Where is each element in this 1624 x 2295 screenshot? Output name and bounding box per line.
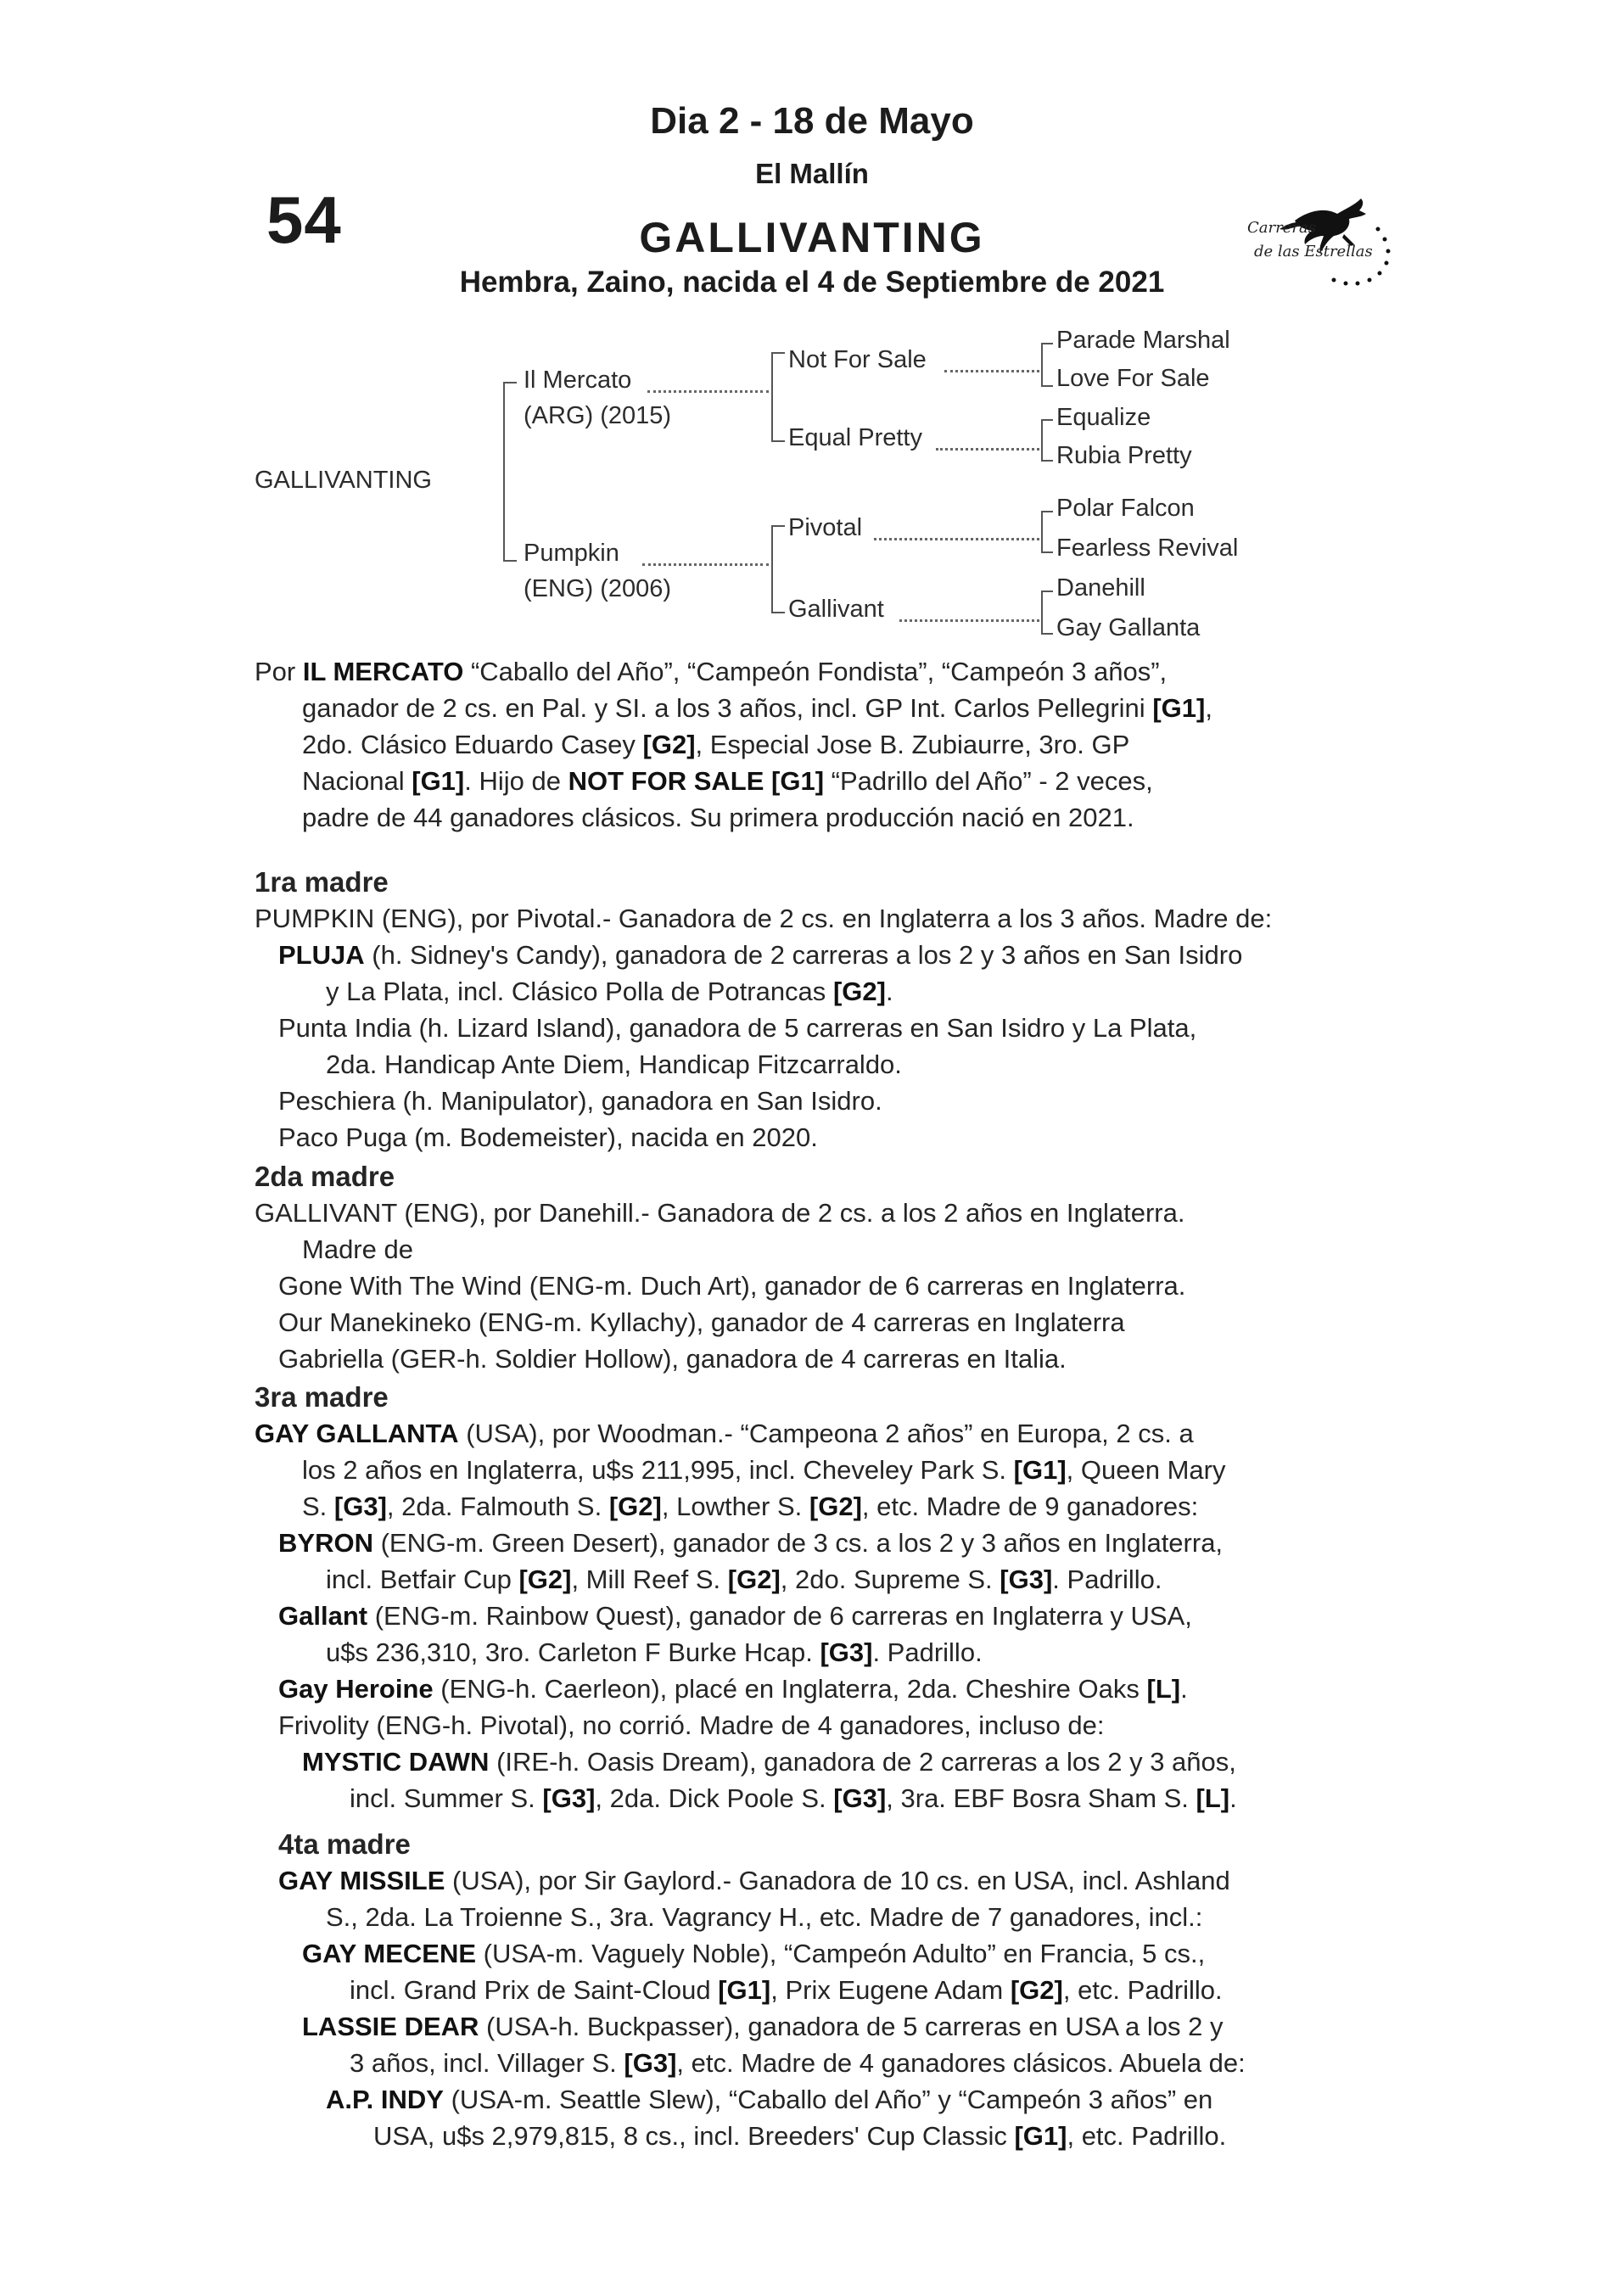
pedigree-gen3-1: Parade Marshal bbox=[1056, 327, 1230, 354]
sale-day: Dia 2 - 18 de Mayo bbox=[650, 100, 974, 142]
horse-description: Hembra, Zaino, nacida el 4 de Septiembre de 2021 bbox=[459, 266, 1165, 299]
produce-pluja: PLUJA (h. Sidney's Candy), ganadora de 2 carreras a los 2 y 3 años en San Isidro bbox=[278, 940, 1243, 970]
bracket-gen3 bbox=[1041, 591, 1053, 635]
sire-line-2: ganador de 2 cs. en Pal. y SI. a los 3 años, incl. GP Int. Carlos Pellegrini [G1], bbox=[302, 693, 1212, 723]
second-dam-heading: 2da madre bbox=[255, 1161, 395, 1192]
produce-byron: BYRON (ENG-m. Green Desert), ganador de 3 cs. a los 2 y 3 años en Inglaterra, bbox=[278, 1528, 1224, 1558]
leader-dots bbox=[874, 538, 1039, 540]
produce-mystic-dawn-2: incl. Summer S. [G3], 2da. Dick Poole S. [G3], 3ra. EBF Bosra Sham S. [L]. bbox=[350, 1783, 1237, 1813]
leader-dots bbox=[642, 563, 769, 566]
pedigree-gen3-2: Love For Sale bbox=[1056, 365, 1210, 392]
third-dam-line-2: los 2 años en Inglaterra, u$s 211,995, incl. Cheveley Park S. [G1], Queen Mary bbox=[302, 1455, 1226, 1485]
produce-lassie-dear-2: 3 años, incl. Villager S. [G3], etc. Madre de 4 ganadores clásicos. Abuela de: bbox=[350, 2048, 1246, 2078]
leader-dots bbox=[647, 390, 769, 393]
pedigree-gen3-3: Equalize bbox=[1056, 404, 1151, 431]
sire-name: IL MERCATO bbox=[302, 657, 464, 686]
leader-dots bbox=[944, 370, 1039, 372]
produce-gone-with-the-wind: Gone With The Wind (ENG-m. Duch Art), ganador de 6 carreras en Inglaterra. bbox=[278, 1271, 1186, 1301]
pedigree-gen3-6: Fearless Revival bbox=[1056, 535, 1239, 562]
pedigree-dam: Pumpkin bbox=[524, 540, 619, 567]
bracket-gen2-dam bbox=[771, 525, 785, 613]
pedigree-dam-dam: Gallivant bbox=[788, 596, 884, 623]
second-dam-intro-2: Madre de bbox=[302, 1234, 413, 1264]
bracket-gen1 bbox=[503, 382, 517, 562]
produce-our-manekineko: Our Manekineko (ENG-m. Kyllachy), ganador de 4 carreras en Inglaterra bbox=[278, 1307, 1125, 1337]
produce-gay-heroine: Gay Heroine (ENG-h. Caerleon), placé en Inglaterra, 2da. Cheshire Oaks [L]. bbox=[278, 1674, 1188, 1704]
consignor-name: El Mallín bbox=[755, 158, 869, 189]
third-dam-line-3: S. [G3], 2da. Falmouth S. [G2], Lowther S. [G2], etc. Madre de 9 ganadores: bbox=[302, 1492, 1199, 1521]
pedigree-sire-sire: Not For Sale bbox=[788, 346, 927, 373]
logo-text-line1: Carreras bbox=[1247, 219, 1316, 237]
pedigree-horse: GALLIVANTING bbox=[255, 467, 432, 494]
pedigree-gen3-4: Rubia Pretty bbox=[1056, 442, 1192, 469]
produce-mystic-dawn: MYSTIC DAWN (IRE-h. Oasis Dream), ganadora de 2 carreras a los 2 y 3 años, bbox=[302, 1747, 1236, 1777]
sire-line-4: Nacional [G1]. Hijo de NOT FOR SALE [G1] “Padrillo del Año” - 2 veces, bbox=[302, 766, 1153, 796]
produce-byron-2: incl. Betfair Cup [G2], Mill Reef S. [G2], 2do. Supreme S. [G3]. Padrillo. bbox=[326, 1565, 1162, 1594]
produce-peschiera: Peschiera (h. Manipulator), ganadora en San Isidro. bbox=[278, 1086, 882, 1116]
fourth-dam-line-2: S., 2da. La Troienne S., 3ra. Vagrancy H., etc. Madre de 7 ganadores, incl.: bbox=[326, 1902, 1203, 1932]
pedigree-sire: Il Mercato bbox=[524, 367, 632, 394]
produce-punta-india: Punta India (h. Lizard Island), ganadora de 5 carreras en San Isidro y La Plata, bbox=[278, 1013, 1197, 1043]
first-dam-intro: PUMPKIN (ENG), por Pivotal.- Ganadora de 2 cs. en Inglaterra a los 3 años. Madre de: bbox=[255, 904, 1273, 933]
produce-paco-puga: Paco Puga (m. Bodemeister), nacida en 2020. bbox=[278, 1122, 818, 1152]
pedigree-dam-sire: Pivotal bbox=[788, 514, 863, 541]
pedigree-sire-dam: Equal Pretty bbox=[788, 424, 922, 451]
produce-gay-mecene-2: incl. Grand Prix de Saint-Cloud [G1], Prix Eugene Adam [G2], etc. Padrillo. bbox=[350, 1975, 1223, 2005]
sire-line-5: padre de 44 ganadores clásicos. Su primera producción nació en 2021. bbox=[302, 803, 1134, 832]
produce-gabriella: Gabriella (GER-h. Soldier Hollow), ganadora de 4 carreras en Italia. bbox=[278, 1344, 1067, 1374]
third-dam-line-1: GAY GALLANTA (USA), por Woodman.- “Campeona 2 años” en Europa, 2 cs. a bbox=[255, 1419, 1194, 1448]
pedigree-gen3-5: Polar Falcon bbox=[1056, 495, 1195, 522]
produce-ap-indy-2: USA, u$s 2,979,815, 8 cs., incl. Breeders' Cup Classic [G1], etc. Padrillo. bbox=[373, 2121, 1227, 2151]
pedigree-dam-origin: (ENG) (2006) bbox=[524, 575, 672, 602]
sire-line-1: Por IL MERCATO “Caballo del Año”, “Campeón Fondista”, “Campeón 3 años”, bbox=[255, 657, 1168, 686]
third-dam-heading: 3ra madre bbox=[255, 1381, 389, 1413]
bracket-gen3 bbox=[1041, 419, 1053, 462]
fourth-dam-heading: 4ta madre bbox=[278, 1828, 411, 1860]
pedigree-gen3-8: Gay Gallanta bbox=[1056, 614, 1201, 641]
lot-number: 54 bbox=[266, 182, 342, 257]
second-dam-intro: GALLIVANT (ENG), por Danehill.- Ganadora de 2 cs. a los 2 años en Inglaterra. bbox=[255, 1198, 1185, 1228]
produce-gallant-2: u$s 236,310, 3ro. Carleton F Burke Hcap. [G3]. Padrillo. bbox=[326, 1637, 983, 1667]
bracket-gen2-sire bbox=[771, 352, 785, 442]
produce-frivolity: Frivolity (ENG-h. Pivotal), no corrió. Madre de 4 ganadores, incluso de: bbox=[278, 1710, 1105, 1740]
produce-gallant: Gallant (ENG-m. Rainbow Quest), ganador de 6 carreras en Inglaterra y USA, bbox=[278, 1601, 1192, 1631]
produce-lassie-dear: LASSIE DEAR (USA-h. Buckpasser), ganadora de 5 carreras en USA a los 2 y bbox=[302, 2012, 1224, 2041]
produce-gay-mecene: GAY MECENE (USA-m. Vaguely Noble), “Campeón Adulto” en Francia, 5 cs., bbox=[302, 1939, 1206, 1968]
leader-dots bbox=[936, 448, 1039, 451]
produce-punta-india-2: 2da. Handicap Ante Diem, Handicap Fitzcarraldo. bbox=[326, 1050, 902, 1079]
pedigree-sire-origin: (ARG) (2015) bbox=[524, 402, 672, 429]
carreras-logo bbox=[1242, 185, 1399, 304]
leader-dots bbox=[899, 619, 1039, 622]
pedigree-gen3-7: Danehill bbox=[1056, 574, 1145, 602]
first-dam-heading: 1ra madre bbox=[255, 866, 389, 898]
sire-line-3: 2do. Clásico Eduardo Casey [G2], Especial Jose B. Zubiaurre, 3ro. GP bbox=[302, 730, 1130, 759]
bracket-gen3 bbox=[1041, 343, 1053, 387]
logo-text-line2: de las Estrellas bbox=[1254, 243, 1373, 260]
produce-ap-indy: A.P. INDY (USA-m. Seattle Slew), “Caballo del Año” y “Campeón 3 años” en bbox=[326, 2085, 1213, 2114]
fourth-dam-line-1: GAY MISSILE (USA), por Sir Gaylord.- Ganadora de 10 cs. en USA, incl. Ashland bbox=[278, 1866, 1230, 1895]
horse-name: GALLIVANTING bbox=[639, 214, 985, 261]
produce-pluja-2: y La Plata, incl. Clásico Polla de Potrancas [G2]. bbox=[326, 977, 893, 1006]
bracket-gen3 bbox=[1041, 511, 1053, 553]
